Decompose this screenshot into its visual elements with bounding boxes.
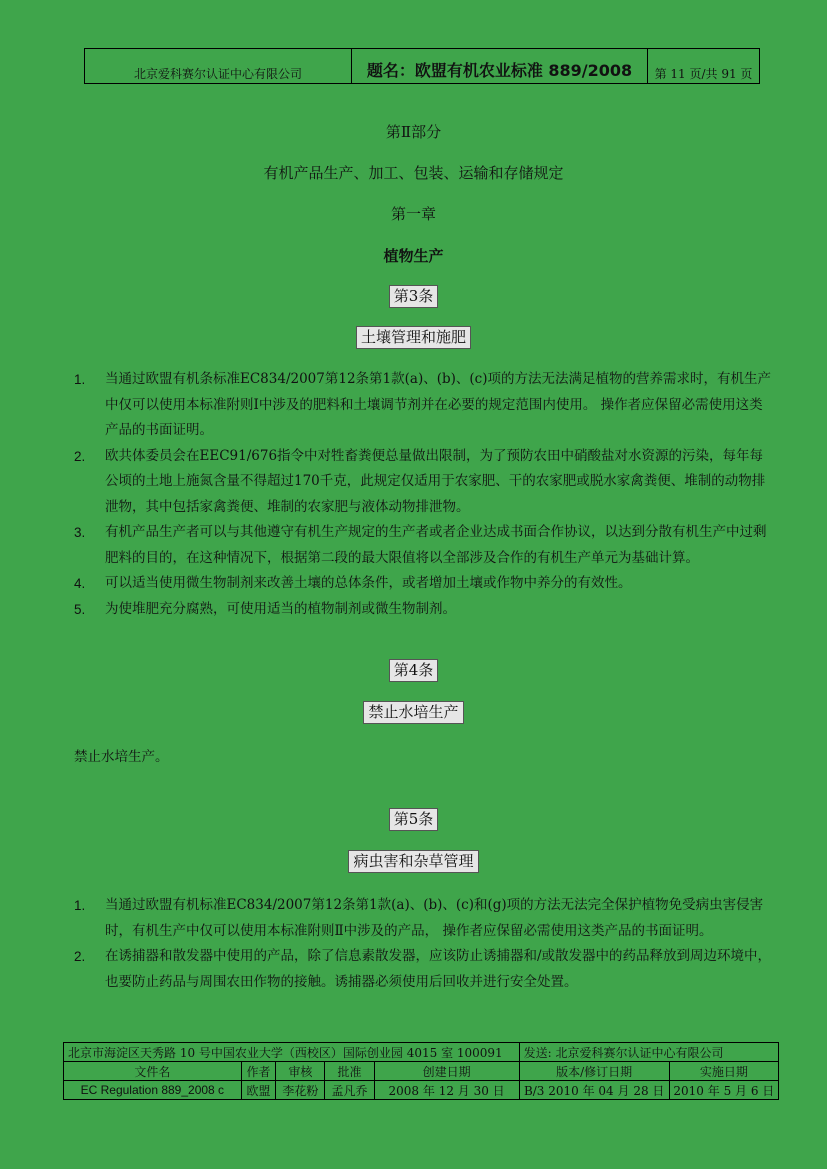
article5-title: 病虫害和杂草管理 [348, 850, 478, 873]
header-title: 题名：欧盟有机农业标准 889/2008 [352, 49, 648, 83]
article3-label: 第3条 [389, 285, 439, 308]
footer-header: 文件名 [64, 1062, 242, 1081]
footer-header: 版本/修订日期 [519, 1062, 669, 1081]
item-text: 为使堆肥充分腐熟，可使用适当的植物制剂或微生物制剂。 [105, 600, 456, 617]
article3-title-wrap [0, 326, 827, 349]
item-text: 有机产品生产者可以与其他遵守有机生产规定的生产者或者企业达成书面合作协议，以达到分散有机生产中过剩肥料的目的，在这种情况下，根据第二段的最大限值将以全部涉及合作的有机生产单元为基础计算。 [105, 524, 767, 566]
item-text: 可以适当使用微生物制剂来改善土壤的总体条件，或者增加土壤或作物中养分的有效性。 [105, 575, 632, 591]
article4-label-wrap [0, 659, 827, 682]
list-item [74, 571, 774, 597]
list-item [74, 944, 774, 995]
item-number: 1. [74, 372, 86, 387]
part-heading: 第Ⅱ部分 [385, 123, 442, 141]
article4-title: 禁止水培生产 [363, 701, 463, 724]
footer-header: 批准 [325, 1062, 374, 1081]
footer-address: 北京市海淀区天秀路 10 号中国农业大学（西校区）国际创业园 4015 室 100091 [64, 1043, 520, 1062]
article5-list [74, 893, 774, 995]
article5-label: 第5条 [389, 808, 439, 831]
item-text: 当通过欧盟有机条标准EC834/2007第12条第1款(a)、(b)、(c)项的方法无法满足植物的营养需求时，有机生产中仅可以使用本标准附则Ⅰ中涉及的肥料和土壤调节剂并在必要的规定范围内使用。 操作者应保留必需使用这类产品的书面证明。 [105, 371, 771, 438]
list-item [74, 367, 774, 444]
item-number: 4. [74, 576, 86, 591]
list-item [74, 520, 774, 571]
footer-issuer: 发送: 北京爱科赛尔认证中心有限公司 [519, 1043, 778, 1062]
footer-header: 作者 [241, 1062, 276, 1081]
article4-label: 第4条 [389, 659, 439, 682]
footer-value: 孟凡乔 [325, 1081, 374, 1100]
header-page-number: 第 11 页/共 91 页 [654, 67, 753, 81]
footer-header: 创建日期 [374, 1062, 519, 1081]
header-company: 北京爱科赛尔认证中心有限公司 [85, 49, 352, 83]
article3-label-wrap [0, 285, 827, 308]
article4-body: 禁止水培生产。 [74, 749, 169, 765]
list-item [74, 597, 774, 623]
article5-label-wrap [0, 808, 827, 831]
footer-value: B/3 2010 年 04 月 28 日 [519, 1081, 669, 1100]
footer-header: 审核 [276, 1062, 325, 1081]
footer-value: 欧盟 [241, 1081, 276, 1100]
item-number: 2. [74, 448, 86, 464]
item-number: 2. [74, 949, 86, 964]
item-text: 在诱捕器和散发器中使用的产品，除了信息素散发器，应该防止诱捕器和/或散发器中的药品释放到周边环境中，也要防止药品与周围农田作物的接触。诱捕器必须使用后回收并进行安全处置。 [105, 948, 772, 990]
footer-value: 2010 年 5 月 6 日 [669, 1081, 778, 1100]
footer-value: 2008 年 12 月 30 日 [374, 1081, 519, 1100]
article5-title-wrap [0, 850, 827, 873]
footer-row-values [64, 1081, 779, 1100]
list-item [74, 444, 774, 521]
chapter-title: 植物生产 [383, 247, 444, 265]
item-number: 3. [74, 525, 86, 540]
footer-table [63, 1042, 779, 1100]
footer-row-address [64, 1043, 779, 1062]
list-item [74, 893, 774, 944]
article4-title-wrap [0, 701, 827, 724]
footer-value: EC Regulation 889_2008 c [64, 1081, 242, 1100]
chapter-heading: 第一章 [390, 205, 436, 223]
item-number: 5. [74, 601, 86, 617]
item-text: 当通过欧盟有机标准EC834/2007第12条第1款(a)、(b)、(c)和(g)项的方法无法完全保护植物免受病虫害侵害时，有机生产中仅可以使用本标准附则Ⅱ中涉及的产品， 操作者应保留必需使用这类产品的书面证明。 [105, 897, 764, 939]
article3-list [74, 367, 774, 622]
page-header [84, 48, 760, 84]
part-title: 有机产品生产、加工、包装、运输和存储规定 [263, 164, 564, 182]
footer-header: 实施日期 [669, 1062, 778, 1081]
footer-row-headers [64, 1062, 779, 1081]
item-number: 1. [74, 898, 86, 913]
article3-title: 土壤管理和施肥 [356, 326, 471, 349]
item-text: 欧共体委员会在EEC91/676指令中对牲畜粪便总量做出限制，为了预防农田中硝酸盐对水资源的污染，每年每公顷的土地上施氮含量不得超过170千克，此规定仅适用于农家肥、干的农家肥或脱水家禽粪便、堆制的动物排泄物，其中包括家禽粪便、堆制的农家肥与液体动物排泄物。 [105, 447, 766, 515]
footer-value: 李花粉 [276, 1081, 325, 1100]
